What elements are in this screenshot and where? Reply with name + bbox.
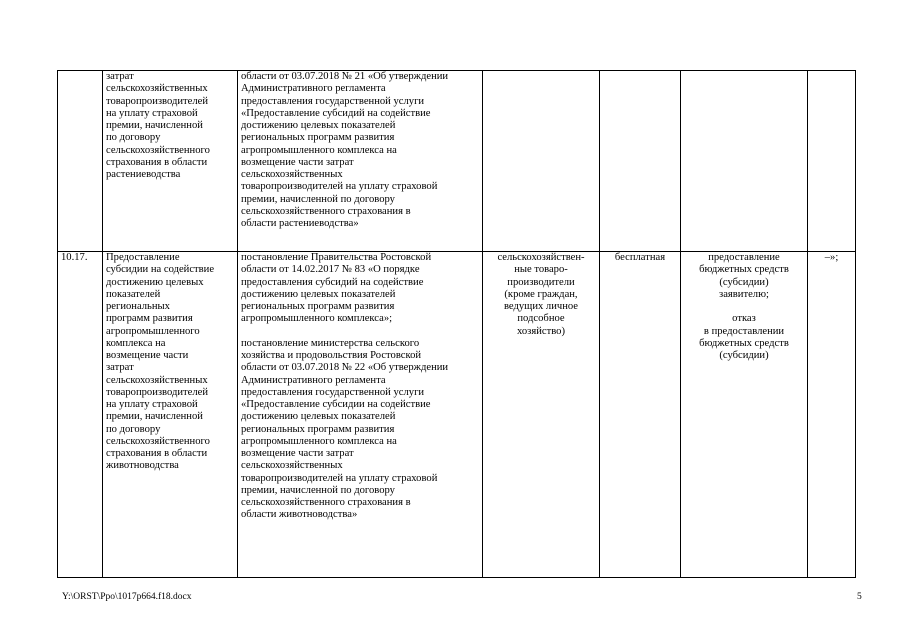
extra-cell: –»; (808, 252, 856, 578)
footer-page-number: 5 (857, 592, 862, 602)
recipients-cell (483, 71, 600, 252)
result-cell: предоставление бюджетных средств (субсидии) заявителю; отказ в предоставлении бюджетных средств (субсидии) (681, 252, 808, 578)
services-table (57, 70, 856, 578)
table-row (58, 252, 856, 578)
result-cell (681, 71, 808, 252)
row-number-cell (58, 71, 103, 252)
table-row (58, 71, 856, 252)
service-name-cell: затрат сельскохозяйственных товаропроизводителей на уплату страховой премии, начисленной по договору сельскохозяйственного страхования в области растениеводства (103, 71, 238, 252)
legal-basis-cell: области от 03.07.2018 № 21 «Об утверждении Административного регламента предоставления государственной услуги «Предоставление субсидий на содействие достижению целевых показателей региональных программ развития агропромышленного комплекса на возмещение части затрат сельскохозяйственных товаропроизводителей на уплату страховой премии, начисленной по договору сельскохозяйственного страхования в области растениеводства» (238, 71, 483, 252)
footer-file-path: Y:\ORST\Ppo\1017p664.f18.docx (62, 592, 192, 602)
extra-cell (808, 71, 856, 252)
fee-cell (600, 71, 681, 252)
fee-cell: бесплатная (600, 252, 681, 578)
legal-basis-cell: постановление Правительства Ростовской области от 14.02.2017 № 83 «О порядке предоставления субсидий на содействие достижению целевых показателей региональных программ развития агропромышленного комплекса»; постановление министерства сельского хозяйства и продовольствия Ростовской области от 03.07.2018 № 22 «Об утверждении Административного регламента предоставления государственной услуги «Предоставление субсидии на содействие достижению целевых показателей региональных программ развития агропромышленного комплекса на возмещение части затрат сельскохозяйственных товаропроизводителей на уплату страховой премии, начисленной по договору сельскохозяйственного страхования в области животноводства» (238, 252, 483, 578)
service-name-cell: Предоставление субсидии на содействие достижению целевых показателей региональных программ развития агропромышленного комплекса на возмещение части затрат сельскохозяйственных товаропроизводителей на уплату страховой премии, начисленной по договору сельскохозяйственного страхования в области животноводства (103, 252, 238, 578)
row-number-cell: 10.17. (58, 252, 103, 578)
recipients-cell: сельскохозяйствен- ные товаро- производители (кроме граждан, ведущих личное подсобное хозяйство) (483, 252, 600, 578)
